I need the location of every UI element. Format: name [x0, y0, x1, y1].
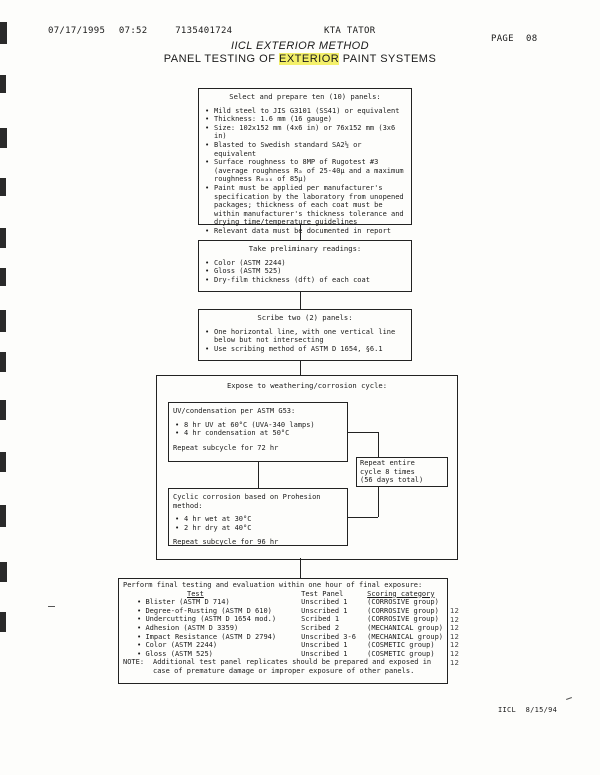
fax-company: KTA TATOR [324, 26, 376, 36]
category-cell: (COSMETIC group) [367, 649, 435, 658]
table-row [137, 641, 443, 650]
list-item: • Size: 102x152 mm (4x6 in) or 76x152 mm (3x6 in) [203, 124, 407, 141]
connector-line [300, 361, 301, 375]
list-item: • Paint must be applied per manufacturer's specification by the laboratory from unopened packages; thickness of each coat must be within manufacturer's thickness tolerance and drying time/temperature guidelines [203, 184, 407, 227]
scan-mark [0, 178, 6, 196]
panel-cell: Unscribed 1 [301, 606, 348, 615]
list-item: • Color (ASTM 2244) [203, 259, 407, 268]
panel-cell: Unscribed 3-6 [301, 632, 356, 641]
table-row [137, 633, 443, 642]
panel-cell: Unscribed 1 [301, 598, 348, 607]
test-name: Color (ASTM 2244) [145, 641, 218, 650]
test-cell: • Degree-of-Rusting (ASTM D 610) [137, 606, 272, 615]
col-panel-header [301, 590, 367, 599]
scan-mark [0, 228, 6, 248]
preliminary-readings-list [203, 259, 407, 285]
handwritten-mark: 12 [450, 649, 459, 658]
scan-mark [0, 505, 6, 527]
uv-condensation-box [168, 402, 348, 462]
title-highlight: EXTERIOR [278, 53, 340, 65]
scan-mark [0, 268, 6, 286]
fax-date: 07/17/1995 [48, 26, 106, 36]
prepare-panels-list [203, 107, 407, 236]
cyclic-title: Cyclic corrosion based on Prohesion method: [173, 493, 321, 510]
cyclic-list [173, 515, 343, 532]
loop-line [378, 487, 379, 517]
list-item: • 8 hr UV at 60°C (UVA-340 lamps) [173, 421, 343, 430]
title-prefix: PANEL TESTING OF [163, 53, 279, 65]
final-intro: Perform final testing and evaluation within one hour of final exposure: [123, 581, 423, 589]
stray-mark [566, 697, 572, 700]
scan-mark [0, 612, 6, 632]
table-row [137, 624, 443, 633]
list-item: • Surface roughness to 8MP of Rugotest #3 (average roughness Rₐ of 25-40µ and a maximum roughness Rₘₐₓ of 85µ) [203, 158, 407, 184]
test-name: Undercutting (ASTM D 1654 mod.) [145, 615, 277, 624]
list-item: • Gloss (ASTM 525) [203, 267, 407, 276]
fax-time: 07:52 [118, 26, 148, 36]
preliminary-readings-box [198, 240, 412, 292]
uv-list [173, 421, 343, 438]
scan-mark [0, 310, 6, 332]
title-suffix: PAINT SYSTEMS [339, 53, 437, 65]
list-item: • Use scribing method of ASTM D 1654, §6.1 [203, 345, 407, 354]
col-category-label: Scoring category [367, 589, 435, 598]
test-name: Impact Resistance (ASTM D 2794) [145, 632, 277, 641]
cyclic-corrosion-box [168, 488, 348, 546]
handwritten-mark: 12 [450, 658, 459, 667]
scribe-panels-list [203, 328, 407, 354]
note-text: Additional test panel replicates should be prepared and exposed in case of premature damage or improper exposure of other panels. [153, 658, 432, 675]
footer [498, 706, 557, 714]
test-cell: • Blister (ASTM D 714) [137, 598, 230, 607]
col-panel-label: Test Panel [301, 589, 344, 598]
list-item: • Relevant data must be documented in report [203, 227, 407, 236]
scan-mark [0, 22, 7, 44]
table-row [137, 615, 443, 624]
connector-line [258, 462, 259, 488]
panel-cell: Scribed 2 [301, 623, 340, 632]
prepare-panels-box [198, 88, 412, 235]
loop-line [348, 517, 378, 518]
handwritten-mark: 12 [450, 632, 459, 641]
list-item: • Thickness: 1.6 mm (16 gauge) [203, 115, 407, 124]
handwritten-mark: 12 [450, 607, 459, 615]
uv-title: UV/condensation per ASTM G53: [173, 407, 296, 415]
test-cell: • Impact Resistance (ASTM D 2794) [137, 632, 277, 641]
fax-header [48, 26, 568, 44]
list-item: • 2 hr dry at 40°C [173, 524, 343, 533]
test-cell: • Gloss (ASTM 525) [137, 649, 213, 658]
test-name: Gloss (ASTM 525) [145, 649, 213, 658]
category-cell: (CORROSIVE group) [367, 598, 439, 607]
panel-cell: Unscribed 1 [301, 649, 348, 658]
handwritten-mark: 12 [450, 615, 459, 624]
box-title: Expose to weathering/corrosion cycle: [226, 381, 388, 390]
loop-line [348, 432, 378, 433]
loop-line [378, 432, 379, 457]
note-label: NOTE: [123, 658, 145, 667]
panel-cell: Unscribed 1 [301, 641, 348, 650]
test-name: Blister (ASTM D 714) [145, 598, 230, 607]
category-cell: (MECHANICAL group) [367, 623, 443, 632]
scan-mark [0, 128, 7, 148]
table-row [137, 607, 443, 616]
cyclic-repeat: Repeat subcycle for 96 hr [173, 538, 279, 547]
repeat-line2: cycle 8 times [360, 467, 415, 476]
fax-phone: 7135401724 [175, 26, 233, 36]
connector-line [300, 558, 301, 578]
page-label: PAGE [491, 34, 514, 44]
test-cell: • Color (ASTM 2244) [137, 641, 218, 650]
category-cell: (MECHANICAL group) [367, 632, 443, 641]
col-category-header [367, 590, 443, 599]
scan-mark [0, 400, 6, 420]
handwritten-notes [450, 607, 464, 667]
col-test-label: Test [187, 589, 204, 598]
box-title: Scribe two (2) panels: [257, 313, 353, 322]
list-item: • Blasted to Swedish standard SA2½ or equivalent [203, 141, 407, 158]
col-test-header [137, 590, 301, 599]
repeat-line3: (56 days total) [360, 476, 424, 485]
note [123, 658, 443, 675]
connector-line [300, 292, 301, 309]
category-cell: (COSMETIC group) [367, 641, 435, 650]
final-testing-table [137, 590, 443, 659]
scan-mark [0, 562, 7, 582]
table-row [137, 650, 443, 659]
list-item: • Dry-film thickness (dft) of each coat [203, 276, 407, 285]
stray-mark [48, 606, 55, 607]
page-number: 08 [526, 34, 538, 44]
box-title: Take preliminary readings: [248, 244, 362, 253]
table-row [137, 598, 443, 607]
handwritten-mark: 12 [450, 624, 459, 633]
scan-mark [0, 452, 6, 472]
test-cell: • Undercutting (ASTM D 1654 mod.) [137, 615, 277, 624]
test-name: Adhesion (ASTM D 3359) [145, 623, 239, 632]
category-cell: (CORROSIVE group) [367, 606, 439, 615]
list-item: • One horizontal line, with one vertical line below but not intersecting [203, 328, 407, 345]
doc-title-line2 [120, 53, 480, 65]
scribe-panels-box [198, 309, 412, 361]
footer-date: 8/15/94 [525, 706, 558, 714]
uv-repeat: Repeat subcycle for 72 hr [173, 443, 279, 452]
test-name: Degree-of-Rusting (ASTM D 610) [145, 606, 272, 615]
list-item: • 4 hr condensation at 50°C [173, 429, 343, 438]
box-title: Select and prepare ten (10) panels: [229, 92, 381, 101]
final-testing-box [118, 578, 448, 684]
scan-mark [0, 352, 6, 372]
scan-mark [0, 75, 6, 93]
footer-ref: IICL [498, 706, 517, 714]
connector-line [300, 225, 301, 240]
panel-cell: Scribed 1 [301, 615, 340, 624]
test-cell: • Adhesion (ASTM D 3359) [137, 623, 239, 632]
handwritten-mark: 12 [450, 641, 459, 650]
list-item: • 4 hr wet at 30°C [173, 515, 343, 524]
table-header-row [137, 590, 443, 599]
category-cell: (CORROSIVE group) [367, 615, 439, 624]
repeat-line1: Repeat entire [360, 459, 415, 467]
doc-title-line1: IICL EXTERIOR METHOD [231, 40, 369, 52]
list-item: • Mild steel to JIS G3101 (SS41) or equivalent [203, 107, 407, 116]
repeat-entire-box [356, 457, 448, 487]
